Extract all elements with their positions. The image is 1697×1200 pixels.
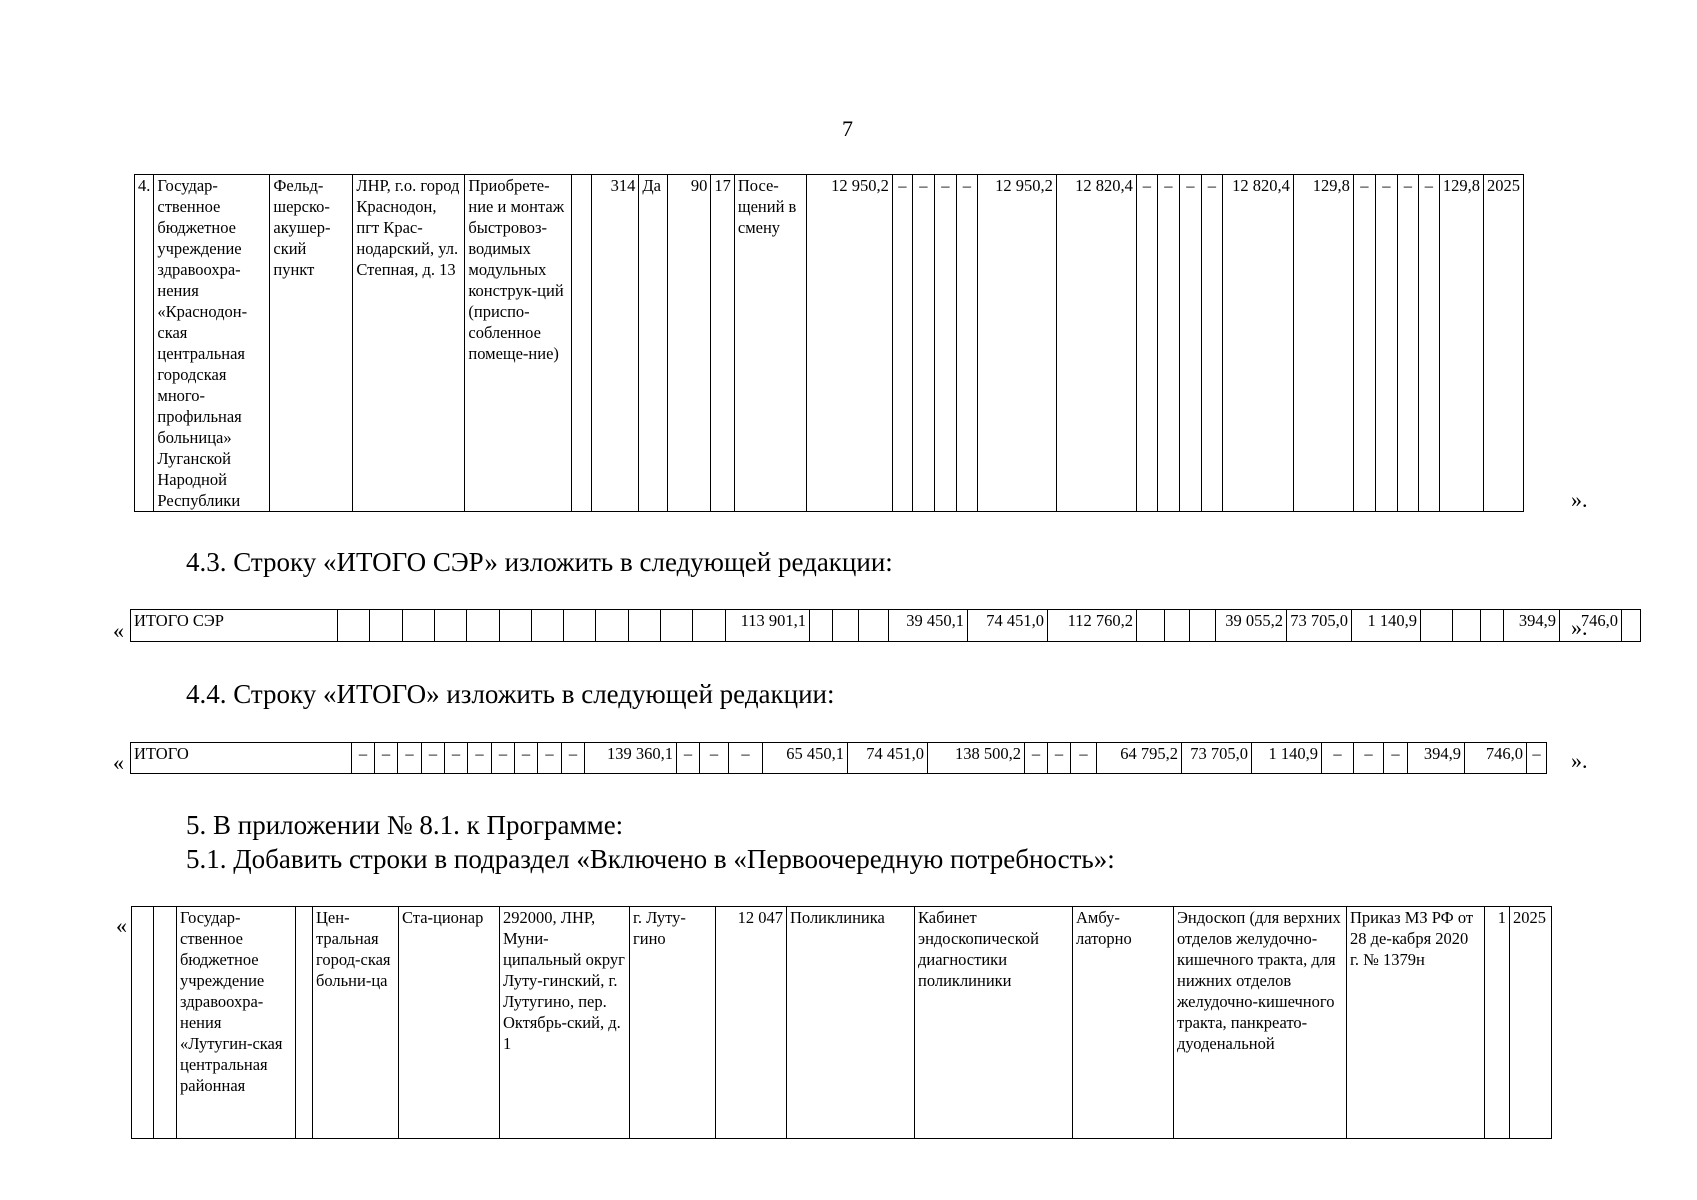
table-cell [833,610,859,642]
table-cell: Приказ МЗ РФ от 28 де-кабря 2020 г. № 1379н [1347,907,1485,1139]
table-cell: 39 055,2 [1216,610,1287,642]
table-cell: – [515,743,538,774]
table-cell: Приобрете-ние и монтаж быстровоз-водимых модульных конструк-ций (приспо-собленное помеще-ние) [465,175,572,512]
table-cell [596,610,629,642]
table-cell: ЛНР, г.о. город Краснодон, пгт Крас-нодарский, ул. Степная, д. 13 [353,175,465,512]
table-cell: – [729,743,763,774]
table-cell [338,610,370,642]
table-row [131,610,1641,642]
table-cell [154,907,177,1139]
table-cell: 73 705,0 [1182,743,1252,774]
table-cell: 112 760,2 [1048,610,1137,642]
table-cell: – [1375,175,1397,512]
table-cell: Амбу-латорно [1073,907,1174,1139]
table-cell: 90 [668,175,711,512]
table-cell [572,175,592,512]
table-cell: – [398,743,422,774]
table-cell: 12 047 [716,907,787,1139]
table-cell: – [445,743,468,774]
closing-quote: ». [1571,748,1588,773]
table-cell: 12 820,4 [1222,175,1293,512]
table-cell: – [1201,175,1222,512]
table-cell: – [422,743,445,774]
table-cell: – [1048,743,1071,774]
table-cell: 1 140,9 [1352,610,1421,642]
paragraph-5: 5. В приложении № 8.1. к Программе: [186,810,624,840]
closing-quote: ». [1571,615,1588,640]
table-cell: 12 950,2 [806,175,892,512]
table-cell: 129,8 [1293,175,1353,512]
opening-quote: « [116,913,127,938]
table-cell [435,610,467,642]
paragraph-4-4: 4.4. Строку «ИТОГО» изложить в следующей редакции: [186,679,835,709]
table-cell: 39 450,1 [889,610,968,642]
table-cell: 394,9 [1408,743,1465,774]
table-cell [1190,610,1216,642]
table-cell [1137,610,1165,642]
table-cell [1622,610,1641,642]
table-row [135,175,1524,512]
table-cell: – [1071,743,1097,774]
table-cell: – [1322,743,1354,774]
table-cell: – [1384,743,1408,774]
table-cell: 292000, ЛНР, Муни-ципальный округ Луту-гинский, г. Лутугино, пер. Октябрь-ский, д. 1 [500,907,630,1139]
table-cell: 65 450,1 [763,743,848,774]
table-cell: г. Луту-гино [630,907,716,1139]
table-cell: – [468,743,492,774]
table-cell [1453,610,1481,642]
table-cell: 746,0 [1465,743,1527,774]
table-cell: 394,9 [1504,610,1560,642]
table-cell: – [1353,175,1375,512]
table-cell: Кабинет эндоскопической диагностики поликлиники [915,907,1073,1139]
table-cell [661,610,693,642]
table-cell: – [892,175,912,512]
table-itogo-ser [130,609,1641,642]
table-cell: – [1354,743,1384,774]
table-cell: Да [639,175,668,512]
table-cell: 12 820,4 [1056,175,1136,512]
table-cell: 139 360,1 [585,743,677,774]
table-cell: Поликлиника [787,907,915,1139]
table-cell: – [1136,175,1157,512]
table-cell: 74 451,0 [968,610,1048,642]
table-cell: Фельд-шерско-акушер-ский пункт [270,175,353,512]
table-cell: – [1179,175,1201,512]
table-cell: Государ-ственное бюджетное учреждение здравоохра-нения «Лутугин-ская центральная районная [177,907,296,1139]
paragraph-4-3: 4.3. Строку «ИТОГО СЭР» изложить в следующей редакции: [186,547,893,577]
page-number: 7 [842,116,853,141]
table-cell: Эндоскоп (для верхних отделов желудочно-кишечного тракта, для нижних отделов желудочно-кишечного тракта, панкреато-дуоденальной [1174,907,1347,1139]
table-cell [859,610,889,642]
table-cell [1165,610,1190,642]
table-cell: ИТОГО СЭР [131,610,338,642]
table-cell: Ста-ционар [399,907,500,1139]
table-cell: 4. [135,175,154,512]
table-cell [1421,610,1453,642]
table-cell [1481,610,1504,642]
table-cell: – [700,743,729,774]
table-facility-row [134,174,1524,512]
table-cell: – [375,743,398,774]
table-cell: 746,0 [1560,610,1622,642]
table-cell: – [956,175,977,512]
table-cell: – [1397,175,1418,512]
table-cell: 1 [1485,907,1510,1139]
table-row [132,907,1552,1139]
table-itogo [130,742,1547,774]
table-cell: – [1527,743,1547,774]
table-cell: – [934,175,956,512]
table-cell: – [912,175,934,512]
table-cell: 17 [711,175,735,512]
opening-quote: « [113,618,124,643]
table-cell: – [562,743,585,774]
table-cell: – [352,743,375,774]
table-cell: – [1418,175,1439,512]
table-cell [810,610,833,642]
table-cell: – [1157,175,1179,512]
table-cell: 73 705,0 [1287,610,1352,642]
table-cell: – [677,743,700,774]
table-cell: 113 901,1 [726,610,810,642]
table-cell [132,907,154,1139]
table-cell: – [492,743,515,774]
opening-quote: « [113,750,124,775]
table-cell [564,610,596,642]
table-cell [370,610,403,642]
table-cell: 2025 [1484,175,1524,512]
table-cell [403,610,435,642]
table-cell: 1 140,9 [1252,743,1322,774]
table-cell [500,610,532,642]
table-row [131,743,1547,774]
table-cell: Государ-ственное бюджетное учреждение здравоохра-нения «Краснодон-ская центральная городская много-профильная больница» Луганской Народной Республики [154,175,270,512]
table-cell: 74 451,0 [848,743,928,774]
table-cell: 314 [592,175,639,512]
table-cell [296,907,313,1139]
table-cell [467,610,500,642]
table-cell: – [538,743,562,774]
table-cell [532,610,564,642]
table-lutugino-row [131,906,1552,1139]
table-cell: Посе-щений в смену [734,175,806,512]
table-cell [693,610,726,642]
table-cell: 2025 [1510,907,1552,1139]
table-cell: ИТОГО [131,743,352,774]
table-cell: – [1025,743,1048,774]
table-cell: 138 500,2 [928,743,1025,774]
table-cell: 129,8 [1439,175,1483,512]
table-cell: Цен-тральная город-ская больни-ца [313,907,399,1139]
paragraph-5-1: 5.1. Добавить строки в подраздел «Включено в «Первоочередную потребность»: [186,844,1115,874]
closing-quote: ». [1571,487,1588,512]
table-cell: 12 950,2 [977,175,1056,512]
table-cell: 64 795,2 [1097,743,1182,774]
table-cell [629,610,661,642]
